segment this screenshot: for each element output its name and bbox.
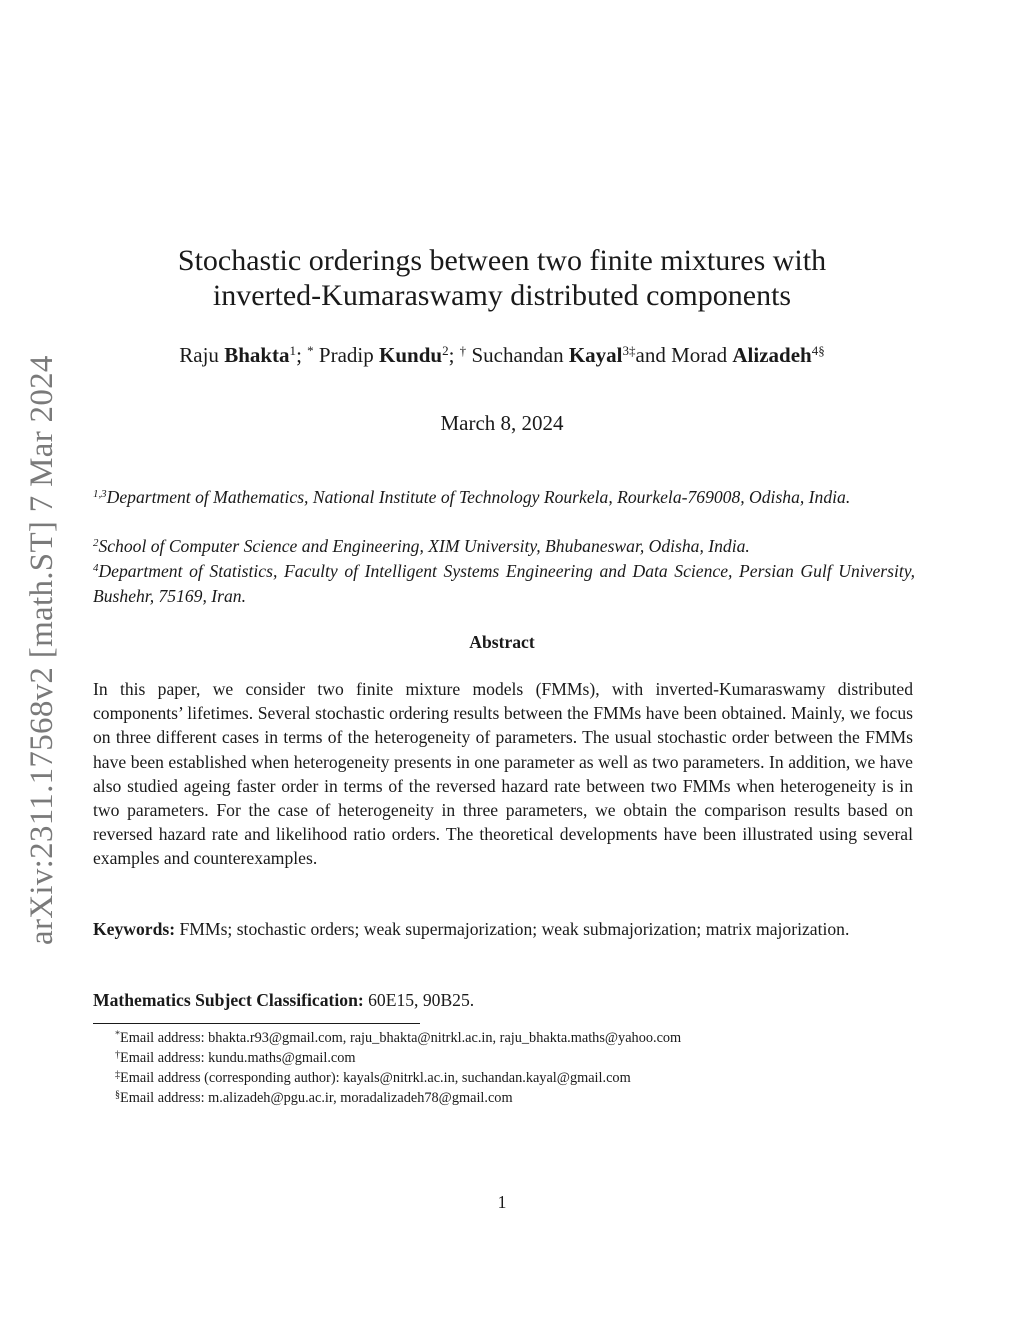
footnote bbox=[115, 1088, 915, 1108]
footnote-text: Email address: kundu.maths@gmail.com bbox=[120, 1050, 356, 1066]
footnote-mark: * bbox=[115, 1029, 120, 1041]
affiliation bbox=[93, 534, 915, 559]
affiliation-text: Department of Statistics, Faculty of Intelligent Systems Engineering and Data Science, Persian Gulf University, Bushehr, 75169, Iran. bbox=[93, 561, 915, 606]
abstract-body: In this paper, we consider two finite mixture models (FMMs), with inverted-Kumaraswamy distributed components’ lifetimes. Several stochastic ordering results between the FMMs have been obtained. Mainly, we focus on three different cases in terms of the heterogeneity of parameters. The usual stochastic order between the FMMs have been established when heterogeneity presents in one parameter as well as two parameters. In addition, we have also studied ageing faster order in terms of the reversed hazard rate between two FMMs when heterogeneity is in two parameters. For the case of heterogeneity in three parameters, we obtain the comparison results based on reversed hazard rate and likelihood ratio orders. The theoretical developments have been illustrated using several examples and counterexamples. bbox=[93, 679, 913, 869]
keywords bbox=[93, 917, 913, 941]
author-list bbox=[92, 340, 912, 370]
keywords-text: FMMs; stochastic orders; weak supermajorization; weak submajorization; matrix majorization. bbox=[179, 919, 850, 939]
title-line-1: Stochastic orderings between two finite mixtures with bbox=[177, 244, 827, 277]
affiliation-text: School of Computer Science and Engineering, XIM University, Bhubaneswar, Odisha, India. bbox=[98, 536, 750, 556]
affiliation-mark: 4 bbox=[93, 562, 99, 574]
footnote-text: Email address (corresponding author): kayals@nitrkl.ac.in, suchandan.kayal@gmail.com bbox=[120, 1070, 631, 1086]
author-family-name: Kayal bbox=[568, 343, 623, 367]
msc-label: Mathematics Subject Classification: bbox=[93, 990, 364, 1010]
author-given-name: Suchandan bbox=[471, 343, 564, 367]
footnote bbox=[115, 1048, 915, 1068]
author-family-name: Bhakta bbox=[224, 343, 290, 367]
msc-classification bbox=[93, 988, 913, 1012]
affiliation-mark: 2 bbox=[93, 537, 99, 549]
footnotes bbox=[115, 1028, 915, 1108]
title-line-2: inverted-Kumaraswamy distributed components bbox=[212, 279, 792, 312]
affiliation-mark: 1,3 bbox=[93, 488, 107, 500]
author-given-name: Raju bbox=[179, 343, 219, 367]
author-footnote-mark: * bbox=[307, 342, 314, 358]
footnote-text: Email address: bhakta.r93@gmail.com, raju_bhakta@nitrkl.ac.in, raju_bhakta.maths@yahoo.com bbox=[120, 1030, 682, 1046]
msc-text: 60E15, 90B25. bbox=[368, 990, 475, 1010]
paper-date: March 8, 2024 bbox=[440, 411, 564, 435]
footnote-mark: § bbox=[115, 1089, 120, 1101]
paper-title bbox=[92, 243, 912, 313]
affiliation bbox=[93, 559, 915, 608]
footnote bbox=[115, 1028, 915, 1048]
footnote-rule bbox=[93, 1023, 420, 1024]
author-affil-mark: 4§ bbox=[811, 342, 825, 358]
author-separator: ; bbox=[296, 343, 308, 367]
footnote-text: Email address: m.alizadeh@pgu.ac.ir, moradalizadeh78@gmail.com bbox=[120, 1090, 513, 1106]
author-separator: and bbox=[635, 343, 672, 367]
affiliation-text: Department of Mathematics, National Institute of Technology Rourkela, Rourkela-769008, Odisha, India. bbox=[106, 487, 851, 507]
footnote-mark: ‡ bbox=[115, 1069, 120, 1081]
author-family-name: Alizadeh bbox=[732, 343, 812, 367]
author-given-name: Morad bbox=[671, 343, 728, 367]
author-given-name: Pradip bbox=[318, 343, 374, 367]
arxiv-identifier: arXiv:2311.17568v2 [math.ST] 7 Mar 2024 bbox=[24, 355, 60, 945]
author-affil-mark: 2 bbox=[442, 342, 449, 358]
page-number: 1 bbox=[497, 1192, 507, 1212]
author-footnote-mark: † bbox=[459, 342, 467, 358]
author-family-name: Kundu bbox=[379, 343, 443, 367]
footnote-mark: † bbox=[115, 1049, 120, 1061]
footnote bbox=[115, 1068, 915, 1088]
affiliation bbox=[93, 485, 915, 510]
abstract-heading: Abstract bbox=[469, 632, 535, 652]
keywords-label: Keywords: bbox=[93, 919, 176, 939]
author-affil-mark: 1 bbox=[289, 342, 297, 358]
author-affil-mark: 3‡ bbox=[622, 342, 636, 358]
author-separator: ; bbox=[448, 343, 460, 367]
